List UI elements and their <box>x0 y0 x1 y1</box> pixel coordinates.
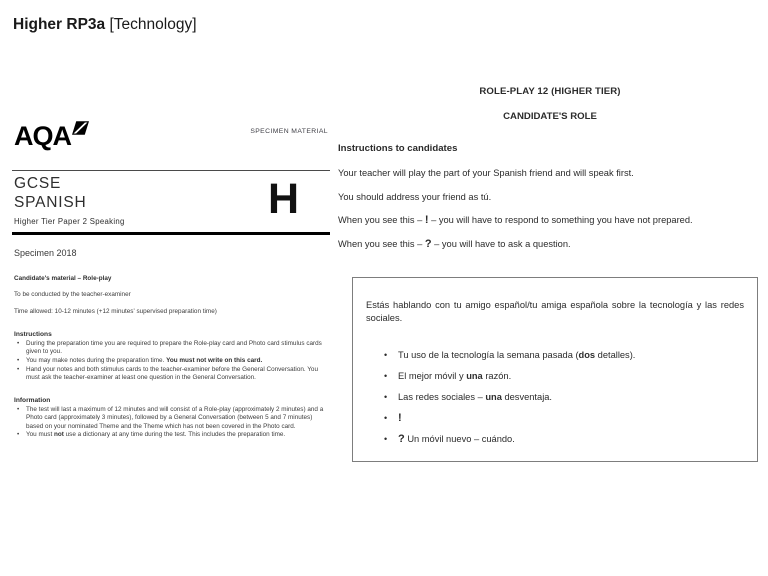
bullet-icon: • <box>384 392 388 402</box>
instructions-list <box>14 340 328 382</box>
question-symbol: ? <box>424 237 432 250</box>
text-segment: You may make notes during the preparation time. <box>26 357 167 365</box>
time-allowed-line: Time allowed: 10-12 minutes (+12 minutes' supervised preparation time) <box>14 307 217 315</box>
aqa-parallelogram-icon <box>72 121 89 135</box>
list-item-text <box>26 366 328 383</box>
bullet-icon: • <box>384 434 388 444</box>
list-item-text <box>26 340 328 357</box>
card-bullet-text <box>398 412 744 425</box>
bullet-icon: • <box>17 357 20 365</box>
list-item <box>14 340 328 357</box>
list-item-text <box>26 357 328 365</box>
roleplay-section <box>338 86 762 262</box>
information-heading: Information <box>14 396 51 404</box>
instructions-to-candidates-heading: Instructions to candidates <box>338 143 458 154</box>
cover-body <box>14 275 328 440</box>
bullet-icon: • <box>17 340 20 348</box>
cover-rule-thick <box>12 232 330 235</box>
subject-label: SPANISH <box>14 194 87 211</box>
card-bullet-item <box>366 433 744 446</box>
text-segment: Las redes sociales – <box>398 392 486 402</box>
text-segment: When you see this – <box>338 238 425 249</box>
cover-page <box>12 118 330 439</box>
roleplay-heading: ROLE-PLAY 12 (HIGHER TIER) <box>479 86 621 97</box>
cover-rule-thin <box>12 170 330 171</box>
card-bullet-text <box>398 349 744 362</box>
list-item <box>14 431 328 439</box>
text-segment: Your teacher will play the part of your Spanish friend and will speak first. <box>338 168 634 178</box>
text-segment-bold: You must not write on this card. <box>166 357 263 365</box>
information-list <box>14 406 328 440</box>
candidate-instruction <box>338 215 762 226</box>
page-title-rest: [Technology] <box>105 16 197 33</box>
bullet-icon: • <box>384 371 388 381</box>
specimen-year: Specimen 2018 <box>14 248 77 258</box>
card-bullet-text <box>398 370 744 383</box>
text-segment-bold: dos <box>578 350 596 360</box>
stimulus-card-box <box>352 277 758 462</box>
text-segment: Un móvil nuevo – cuándo. <box>404 434 515 444</box>
text-segment: razón. <box>482 371 512 381</box>
exclamation-symbol: ! <box>424 214 429 226</box>
text-segment-bold: una <box>485 392 502 402</box>
list-item <box>14 357 328 365</box>
list-item <box>14 366 328 383</box>
page-title <box>13 16 197 34</box>
tier-letter: H <box>268 175 300 223</box>
text-segment: El mejor móvil y <box>398 371 467 381</box>
text-segment: Tu uso de la tecnología la semana pasada ( <box>398 350 579 360</box>
text-segment: use a dictionary at any time during the test. This includes the preparation time. <box>63 431 286 439</box>
candidates-role-heading: CANDIDATE'S ROLE <box>503 111 597 122</box>
text-segment: – you will have to ask a question. <box>431 238 571 249</box>
qualification-label: GCSE <box>14 175 62 192</box>
bullet-icon: • <box>17 431 20 439</box>
list-item-text <box>26 431 328 439</box>
page-title-bold: Higher RP3a <box>13 16 106 33</box>
list-item <box>14 406 328 431</box>
text-segment: You must <box>26 431 54 439</box>
card-bullet-text <box>398 433 744 446</box>
candidate-instruction <box>338 192 762 203</box>
conducted-line: To be conducted by the teacher-examiner <box>14 291 131 299</box>
bullet-icon: • <box>17 366 20 374</box>
text-segment: – you will have to respond to something you have not prepared. <box>428 215 693 225</box>
exclamation-symbol: ! <box>398 412 402 424</box>
card-bullet-item <box>366 349 744 362</box>
text-segment: The test will last a maximum of 12 minutes and will consist of a Role-play (approximately 2 minutes) and a Photo card (approximately 3 minutes), followed by a General Conversation (between 5 and 7 minutes) based on your nominated Theme and the Theme which has not been covered in the Photo card. <box>26 405 324 430</box>
candidate-material-line: Candidate's material – Role-play <box>14 275 112 282</box>
instructions-heading: Instructions <box>14 330 52 338</box>
list-item-text <box>26 406 328 431</box>
cover-header <box>12 118 330 168</box>
paper-title: Higher Tier Paper 2 Speaking <box>14 217 125 226</box>
bullet-icon: • <box>384 350 388 360</box>
candidate-instruction <box>338 239 762 250</box>
candidate-instruction <box>338 168 762 179</box>
bullet-icon: • <box>17 405 20 413</box>
card-bullet-item <box>366 370 744 383</box>
card-intro-text: Estás hablando con tu amigo español/tu amiga española sobre la tecnología y las redes sociales. <box>366 300 744 323</box>
text-segment: desventaja. <box>501 392 553 402</box>
text-segment: detalles). <box>595 350 636 360</box>
question-symbol: ? <box>398 433 405 445</box>
card-bullet-item <box>366 391 744 404</box>
text-segment: When you see this – <box>338 215 425 225</box>
bullet-icon: • <box>384 413 388 423</box>
text-segment: You should address your friend as tú. <box>338 191 492 202</box>
text-segment-bold: una <box>466 371 483 381</box>
specimen-material-label: SPECIMEN MATERIAL <box>250 128 328 135</box>
text-segment: During the preparation time you are required to prepare the Role-play card and Photo card stimulus cards given to you. <box>26 340 322 356</box>
text-segment: Hand your notes and both stimulus cards to the teacher-examiner before the General Conversation. You must ask the teacher-examiner at least one question in the General Conversation. <box>26 366 318 382</box>
text-segment-bold: not <box>53 431 64 439</box>
card-bullet-text <box>398 391 744 404</box>
card-bullet-list <box>366 349 744 446</box>
aqa-logo <box>14 122 89 150</box>
aqa-logo-text: AQA <box>14 121 71 151</box>
card-bullet-item <box>366 412 744 425</box>
